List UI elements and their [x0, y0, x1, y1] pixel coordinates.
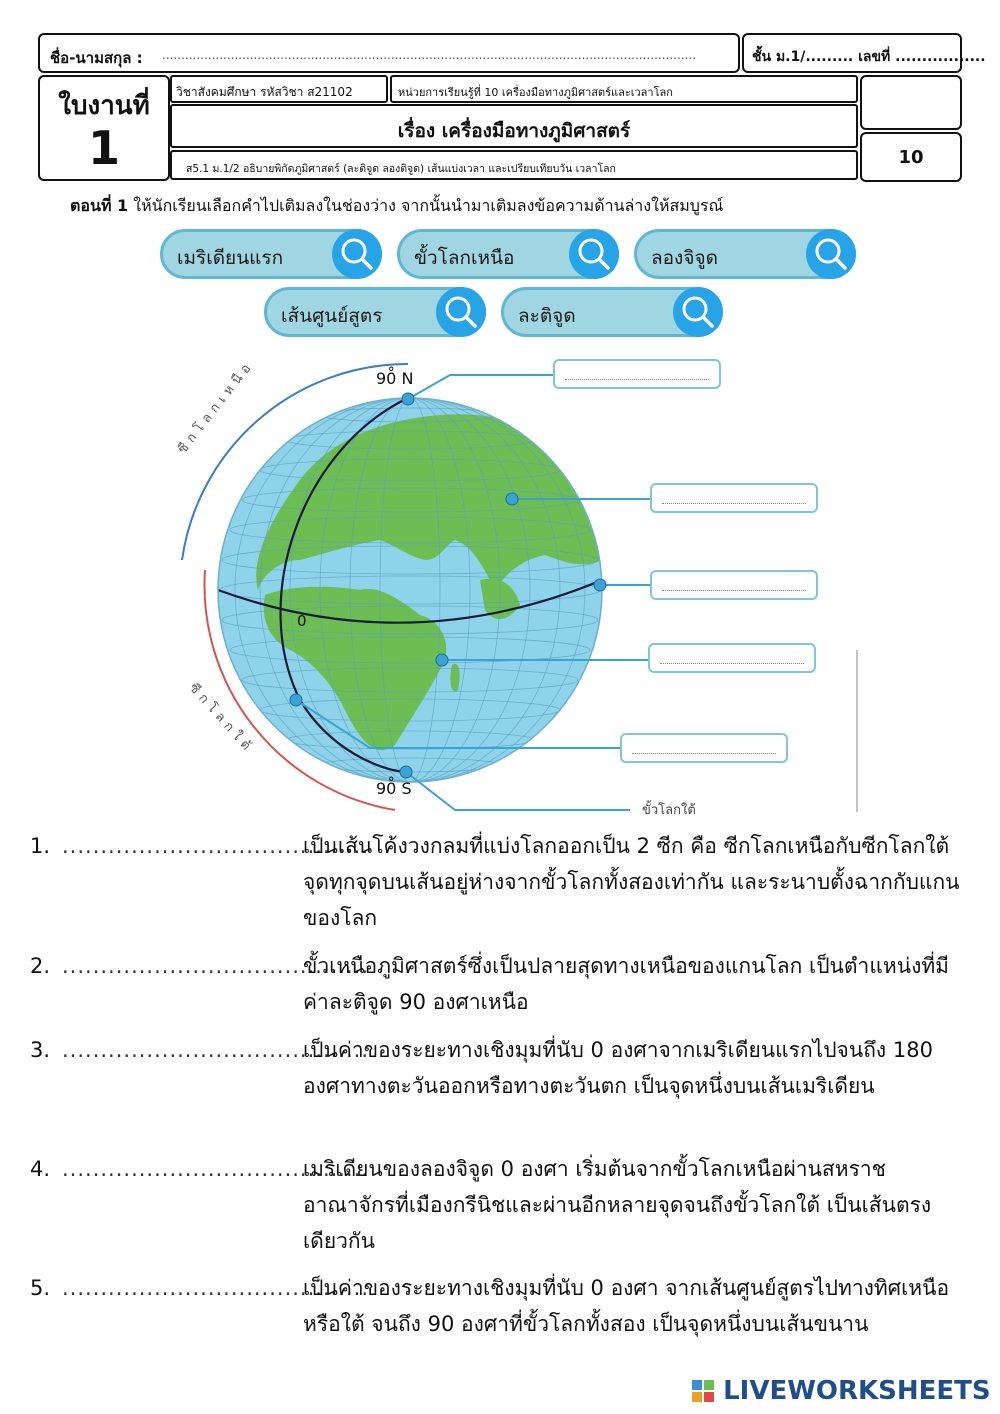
question-3	[30, 1032, 970, 1140]
south-pole-label: ขั้วโลกใต้	[642, 803, 696, 818]
south-hemisphere-label: ซีกโลกใต้	[185, 680, 257, 758]
word-label: ละติจูด	[518, 305, 576, 327]
name-dots[interactable]: ............................................................................................................................................	[162, 48, 697, 62]
question-1	[30, 828, 970, 936]
south-pole-degree-label: 90̊ S	[376, 779, 412, 798]
question-number: 5.	[30, 1276, 51, 1300]
question-2	[30, 948, 970, 1020]
question-blank[interactable]: ........................................	[62, 1157, 370, 1181]
question-text: เป็นเส้นโค้งวงกลมที่แบ่งโลกออกเป็น 2 ซีก คือ ซีกโลกเหนือกับซีกโลกใต้ จุดทุกจุดบนเส้นอยู่ห่างจากขั้วโลกทั้งสองเท่ากัน และระนาบตั้งฉากกับแกนของโลก	[303, 834, 960, 930]
logo-text: LIVEWORKSHEETS	[723, 1376, 991, 1406]
question-number: 4.	[30, 1157, 51, 1181]
question-blank[interactable]: ........................................	[62, 834, 370, 858]
word-label: เมริเดียนแรก	[177, 247, 284, 269]
answer-box-north-pole[interactable]	[553, 359, 721, 389]
question-5	[30, 1270, 970, 1378]
north-hemisphere-label: ซีกโลกเหนือ	[175, 357, 258, 457]
question-blank[interactable]: ........................................	[62, 1038, 370, 1062]
word-label: ลองจิจูด	[651, 247, 718, 269]
answer-box-equator[interactable]	[650, 570, 818, 600]
zero-label: 0	[297, 612, 307, 630]
question-4	[30, 1151, 970, 1259]
sheet-label: ใบงานที่	[58, 91, 150, 121]
score-total: 10	[898, 147, 924, 168]
subject-text: วิชาสังคมศึกษา รหัสวิชา ส21102	[176, 85, 353, 99]
question-number: 3.	[30, 1038, 51, 1062]
answer-box-prime-meridian[interactable]	[620, 733, 788, 763]
question-text: เป็นค่าของระยะทางเชิงมุมที่นับ 0 องศา จากเส้นศูนย์สูตรไปทางทิศเหนือหรือใต้ จนถึง 90 องศาที่ขั้วโลกทั้งสอง เป็นจุดหนึ่งบนเส้นขนาน	[303, 1276, 950, 1336]
logo-icon	[692, 1380, 714, 1402]
question-text: เมริเดียนของลองจิจูด 0 องศา เริ่มต้นจากขั้วโลกเหนือผ่านสหราชอาณาจักรที่เมืองกรีนิชและผ่านอีกหลายจุดจนถึงขั้วโลกใต้ เป็นเส้นตรงเดียวกัน	[303, 1157, 932, 1253]
unit-text: หน่วยการเรียนรู้ที่ 10 เครื่องมือทางภูมิศาสตร์และเวลาโลก	[398, 86, 673, 99]
question-text: ขั้วเหนือภูมิศาสตร์ซึ่งเป็นปลายสุดทางเหนือของแกนโลก เป็นตำแหน่งที่มีค่าละติจูด 90 องศาเหนือ	[303, 954, 950, 1014]
question-number: 2.	[30, 954, 51, 978]
class-label[interactable]: ชั้น ม.1/......... เลขที่ .................	[752, 49, 986, 65]
word-label: ขั้วโลกเหนือ	[414, 247, 515, 269]
sheet-number: 1	[87, 121, 120, 175]
question-blank[interactable]: ........................................	[62, 954, 370, 978]
answer-box-latitude[interactable]	[650, 483, 818, 513]
north-pole-degree-label: 90̊ N	[376, 369, 414, 388]
question-text: เป็นค่าของระยะทางเชิงมุมที่นับ 0 องศาจากเมริเดียนแรกไปจนถึง 180 องศาทางตะวันออกหรือทางตะวันตก เป็นจุดหนึ่งบนเส้นเมริเดียน	[303, 1038, 933, 1098]
worksheet-title: เรื่อง เครื่องมือทางภูมิศาสตร์	[397, 120, 631, 142]
question-number: 1.	[30, 834, 51, 858]
land-madagascar	[450, 664, 459, 692]
question-blank[interactable]: ........................................	[62, 1276, 370, 1300]
name-label: ชื่อ-นามสกุล :	[50, 49, 143, 67]
indicator-text: ส5.1 ม.1/2 อธิบายพิกัดภูมิศาสตร์ (ละติจูด ลองติจูด) เส้นแบ่งเวลา และเปรียบเทียบวัน เวลาโลก	[186, 163, 616, 175]
word-label: เส้นศูนย์สูตร	[281, 305, 383, 327]
instruction-part: ตอนที่ 1	[70, 196, 129, 215]
instruction-text: ให้นักเรียนเลือกคำไปเติมลงในช่องว่าง จากนั้นนำมาเติมลงข้อความด้านล่างให้สมบูรณ์	[133, 196, 724, 215]
answer-box-longitude[interactable]	[648, 643, 816, 673]
liveworksheets-logo[interactable]	[692, 1376, 991, 1406]
